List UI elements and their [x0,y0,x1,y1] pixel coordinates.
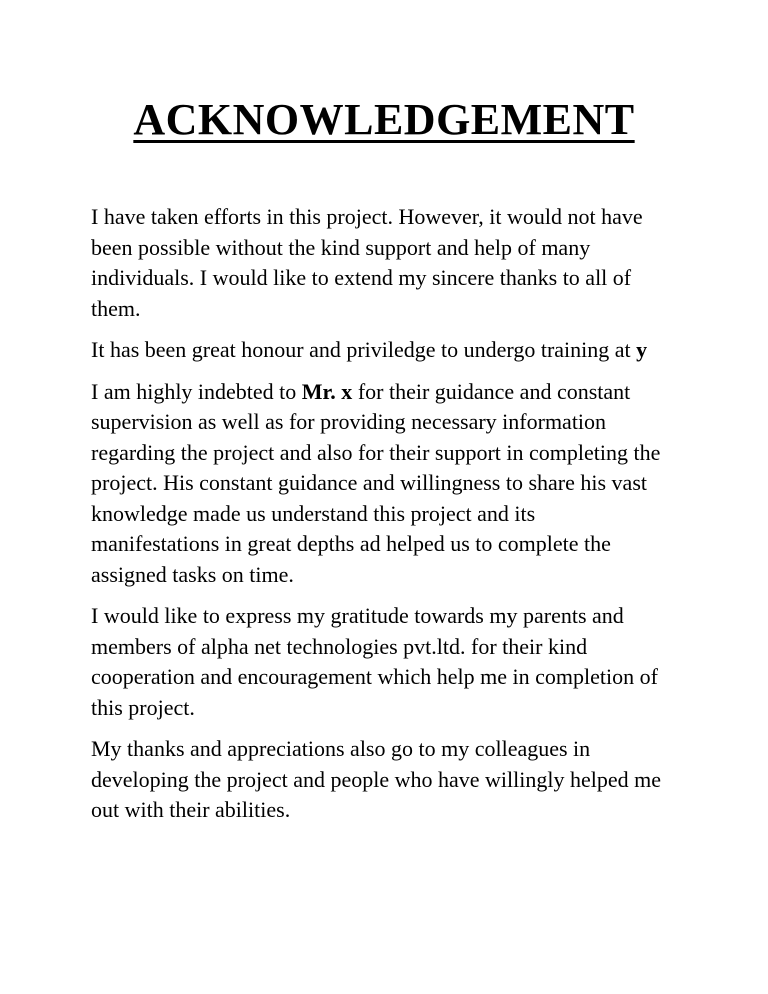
document-body [91,202,691,837]
mentor-name: Mr. x [301,378,353,404]
text-line: project. His constant guidance and willingness to share his vast [91,470,647,495]
text-run: for their guidance and constant [352,378,631,404]
paragraph-thanks [91,734,691,826]
text-line: individuals. I would like to extend my sincere thanks to all of [91,265,632,290]
text-line: developing the project and people who have willingly helped me [91,766,662,792]
paragraph-training [91,335,691,366]
text-line: members of alpha net technologies pvt.ltd. for their kind [91,633,588,659]
text-line: this project. [91,694,195,720]
text-line: I would like to express my gratitude towards my parents and [91,603,624,628]
text-line: regarding the project and also for their support in completing the [91,439,661,465]
text-line: My thanks and appreciations also go to my colleagues in [91,736,591,761]
text-line: manifestations in great depths ad helped us to complete the [91,531,611,556]
text-line: out with their abilities. [91,797,291,822]
text-line: them. [91,295,141,321]
text-line: been possible without the kind support and help of many [91,234,591,260]
text-line: knowledge made us understand this project and its [91,500,536,526]
page-title: ACKNOWLEDGEMENT [133,95,635,144]
organization-name: y [636,337,648,362]
paragraph-gratitude [91,601,691,723]
paragraph-mentor [91,377,691,591]
text-line: cooperation and encouragement which help me in completion of [91,664,658,689]
text-run: It has been great honour and priviledge to undergo training at [91,337,637,362]
text-line: supervision as well as for providing necessary information [91,409,607,434]
paragraph-intro [91,202,691,324]
text-run: I am highly indebted to [91,378,302,404]
text-line: assigned tasks on time. [91,561,294,587]
text-line: I have taken efforts in this project. However, it would not have [91,204,643,229]
